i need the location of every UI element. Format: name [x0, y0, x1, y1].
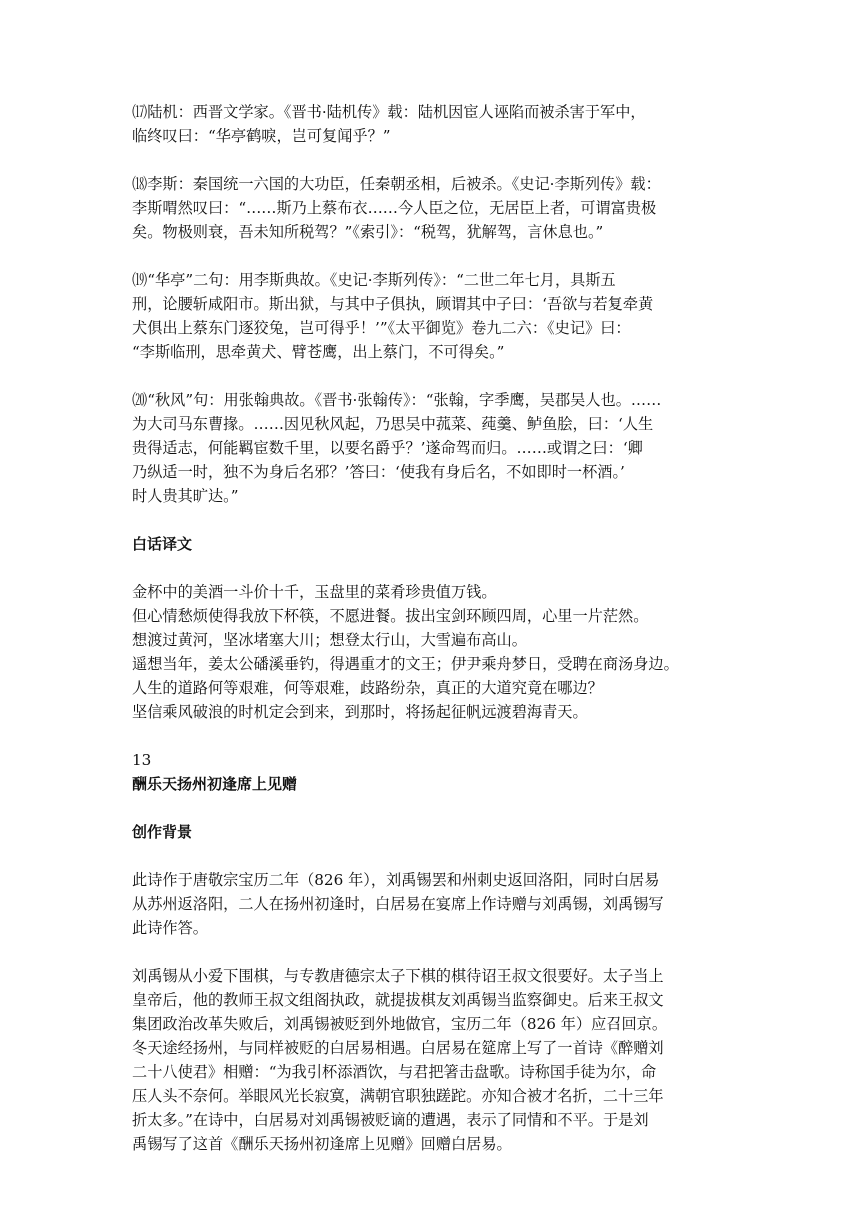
note-18: ⒅李斯：秦国统一六国的大功臣，任秦朝丞相，后被杀。《史记·李斯列传》载： 李斯喟然叹曰：“……斯乃上蔡布衣……今人臣之位，无居臣上者，可谓富贵极 矣。物极则衰，吾未知所税驾？”《索引》：“税驾，犹解驾，言休息也。” [132, 175, 661, 241]
translation-body [132, 580, 732, 724]
translation-line: 人生的道路何等艰难，何等艰难，歧路纷杂，真正的大道究竟在哪边？ [132, 679, 603, 697]
translation-line: 但心情愁烦使得我放下杯筷，不愿进餐。拔出宝剑环顾四周，心里一片茫然。 [132, 607, 649, 625]
translation-heading: 白话译文 [132, 535, 193, 553]
spacer [132, 244, 732, 268]
spacer [132, 364, 732, 388]
note-17: ⒄陆机：西晋文学家。《晋书·陆机传》载：陆机因宦人诬陷而被杀害于军中， 临终叹曰：“华亭鹤唳，岂可复闻乎？” [132, 103, 646, 145]
background-heading: 创作背景 [132, 823, 193, 841]
document-page [132, 100, 732, 1156]
note-20: ⒇“秋风”句：用张翰典故。《晋书·张翰传》：“张翰，字季鹰，吴郡吴人也。…… 为大司马东曹掾。……因见秋风起，乃思吴中菰菜、莼羹、鲈鱼脍，曰：‘人生 贵得适志，何能羁宦数千里，以要名爵乎？’遂命驾而归。……或谓之曰：‘卿 乃纵适一时，独不为身后名邪？’答曰：‘使我有身后名，不如即时一杯酒。’ 时人贵其旷达。” [132, 391, 662, 505]
translation-line: 金杯中的美酒一斗价十千，玉盘里的菜肴珍贵值万钱。 [132, 583, 497, 601]
background-paragraph: 刘禹锡从小爱下围棋，与专教唐德宗太子下棋的棋待诏王叔文很要好。太子当上 皇帝后，他的教师王叔文组阁执政，就提拔棋友刘禹锡当监察御史。后来王叔文 集团政治改革失败后，刘禹锡被贬到外地做官，宝历二年（826 年）应召回京。 冬天途经扬州，与同样被贬的白居易相遇。白居易在筵席上写了一首诗《醉赠刘 二十八使君》相赠：“为我引杯添酒饮，与君把箸击盘歌。诗称国手徒为尔，命 压人头不奈何。举眼风光长寂寞，满朝官职独蹉跎。亦知合被才名折，二十三年 折太多。”在诗中，白居易对刘禹锡被贬谪的遭遇，表示了同情和不平。于是刘 禹锡写了这首《酬乐天扬州初逢席上见赠》回赠白居易。 [132, 967, 668, 1153]
poem-title: 酬乐天扬州初逢席上见赠 [132, 775, 298, 793]
translation-line: 想渡过黄河，坚冰堵塞大川；想登太行山，大雪遍布高山。 [132, 631, 527, 649]
translation-line: 遥想当年，姜太公磻溪垂钓，得遇重才的文王；伊尹乘舟梦日，受聘在商汤身边。 [132, 655, 679, 673]
poem-number: 13 [132, 751, 152, 769]
spacer [132, 508, 732, 532]
note-19: ⒆“华亭”二句：用李斯典故。《史记·李斯列传》：“二世二年七月，具斯五 刑，论腰斩咸阳市。斯出狱，与其中子俱执，顾谓其中子曰：‘吾欲与若复牵黄 犬俱出上蔡东门逐狡兔，岂可得乎！’”《太平御览》卷九二六：《史记》曰： “李斯临刑，思牵黄犬、臂苍鹰，出上蔡门，不可得矣。” [132, 271, 654, 361]
translation-line: 坚信乘风破浪的时机定会到来，到那时，将扬起征帆远渡碧海青天。 [132, 703, 588, 721]
spacer [132, 724, 732, 748]
spacer [132, 796, 732, 820]
spacer [132, 940, 732, 964]
spacer [132, 556, 732, 580]
spacer [132, 148, 732, 172]
spacer [132, 844, 732, 868]
background-paragraph: 此诗作于唐敬宗宝历二年（826 年），刘禹锡罢和州刺史返回洛阳，同时白居易 从苏州返洛阳，二人在扬州初逢时，白居易在宴席上作诗赠与刘禹锡，刘禹锡写 此诗作答。 [132, 871, 664, 937]
